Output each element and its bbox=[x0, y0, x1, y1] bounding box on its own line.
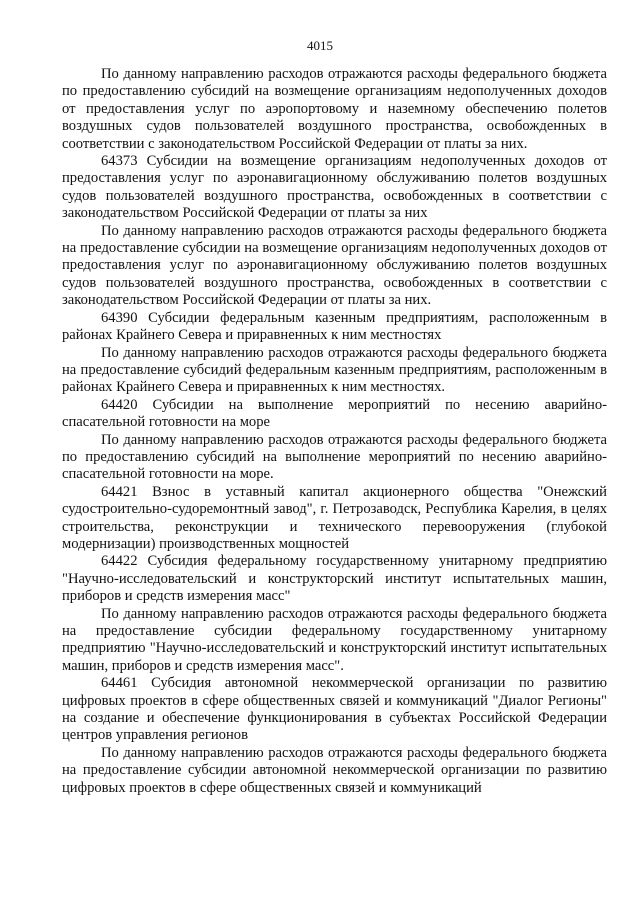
document-body bbox=[62, 66, 607, 797]
paragraph-12: По данному направлению расходов отражаются расходы федерального бюджета на предоставление субсидии автономной некоммерческой организации по развитию цифровых проектов в сфере общественных связей и коммуникаций bbox=[62, 744, 607, 796]
page-number: 4015 bbox=[307, 38, 333, 53]
paragraph-5: По данному направлению расходов отражаются расходы федерального бюджета на предоставление субсидий федеральным казенным предприятиям, расположенным в районах Крайнего Севера и приравненных к ним местностях. bbox=[62, 344, 607, 396]
paragraph-1: По данному направлению расходов отражаются расходы федерального бюджета по предоставлению субсидий на возмещение организациям недополученных доходов от предоставления услуг по аэропортовому и наземному обеспечению полетов воздушных судов пользователей воздушного пространства, освобожденных в соответствии с законодательством Российской Федерации от платы за них. bbox=[62, 66, 607, 152]
section-heading-64420: 64420 Субсидии на выполнение мероприятий по несению аварийно-спасательной готовности на море bbox=[62, 396, 607, 431]
section-heading-64421: 64421 Взнос в уставный капитал акционерного общества "Онежский судостроительно-судоремонтный завод", г. Петрозаводск, Республика Карелия, в целях строительства, реконструкции и технического перевооружения (глубокой модернизации) производственных мощностей bbox=[62, 483, 607, 552]
section-heading-64373: 64373 Субсидии на возмещение организациям недополученных доходов от предоставления услуг по аэронавигационному обслуживанию полетов воздушных судов пользователей воздушного пространства, освобожденных в соответствии с законодательством Российской Федерации от платы за них bbox=[62, 153, 607, 222]
section-heading-64461: 64461 Субсидия автономной некоммерческой организации по развитию цифровых проектов в сфере общественных связей и коммуникаций "Диалог Регионы" на создание и обеспечение функционирования в субъектах Российской Федерации центров управления регионов bbox=[62, 675, 607, 744]
section-heading-64422: 64422 Субсидия федеральному государственному унитарному предприятию "Научно-исследовательский и конструкторский институт испытательных машин, приборов и средств измерения масс" bbox=[62, 553, 607, 605]
paragraph-7: По данному направлению расходов отражаются расходы федерального бюджета по предоставлению субсидий на выполнение мероприятий по несению аварийно-спасательной готовности на море. bbox=[62, 431, 607, 483]
paragraph-10: По данному направлению расходов отражаются расходы федерального бюджета на предоставление субсидии федеральному государственному унитарному предприятию "Научно-исследовательский и конструкторский институт испытательных машин, приборов и средств измерения масс". bbox=[62, 605, 607, 674]
section-heading-64390: 64390 Субсидии федеральным казенным предприятиям, расположенным в районах Крайнего Севера и приравненных к ним местностях bbox=[62, 309, 607, 344]
paragraph-3: По данному направлению расходов отражаются расходы федерального бюджета на предоставление субсидии на возмещение организациям недополученных доходов от предоставления услуг по аэронавигационному обслуживанию полетов воздушных судов пользователей воздушного пространства, освобожденных в соответствии с законодательством Российской Федерации от платы за них. bbox=[62, 222, 607, 309]
